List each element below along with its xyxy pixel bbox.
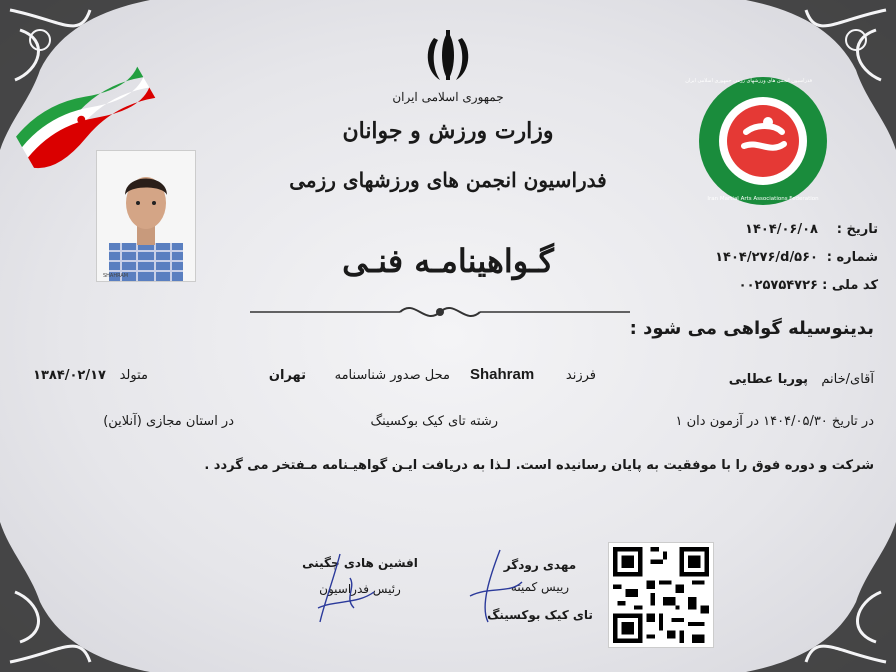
province-text: در استان مجازی (آنلاین) xyxy=(103,414,234,429)
issue-place-value: تهران xyxy=(268,368,306,383)
photo-caption: SHAHRAM xyxy=(103,273,129,279)
corner-ornament-bottom-left xyxy=(0,522,150,672)
number-value: ۱۴۰۴/۲۷۶/d/۵۶۰ xyxy=(715,250,818,265)
date-label: تاریخ : xyxy=(836,222,878,237)
certify-intro: بدینوسیله گواهی می شود : xyxy=(629,318,874,339)
birth-label: متولد xyxy=(119,368,148,383)
federation-heading: فدراسیون انجمن های ورزشهای رزمی xyxy=(289,168,607,192)
date-value: ۱۴۰۴/۰۶/۰۸ xyxy=(745,222,818,237)
student-photo xyxy=(96,150,196,282)
republic-heading: جمهوری اسلامی ایران xyxy=(392,90,504,104)
issue-place-label: محل صدور شناسنامه xyxy=(334,368,450,383)
certificate-title: گـواهینامـه فنـی xyxy=(342,242,554,280)
birth-value: ۱۳۸۴/۰۲/۱۷ xyxy=(33,368,106,383)
signature-2-scribble xyxy=(310,548,380,628)
logo-ring-text-bottom: Iran Martial Arts Associations Federation xyxy=(707,196,819,202)
national-code-value: ۰۰۲۵۷۵۴۷۲۶ xyxy=(738,278,818,293)
exam-text: در تاریخ ۱۴۰۴/۰۵/۳۰ در آزمون دان ۱ xyxy=(675,414,874,429)
ministry-heading: وزارت ورزش و جوانان xyxy=(342,118,554,144)
signature-2-title: رئیس فدراسیون xyxy=(319,582,401,596)
federation-logo xyxy=(685,74,830,208)
number-label: شماره : xyxy=(826,250,878,265)
field-text: رشته تای کیک بوکسینگ xyxy=(370,414,498,429)
signature-1-name: مهدی رودگر xyxy=(503,558,577,572)
divider-ornament xyxy=(250,298,630,326)
father-label: فرزند xyxy=(565,368,596,383)
signature-1-scribble xyxy=(460,546,530,626)
qr-code[interactable] xyxy=(608,542,714,648)
iran-emblem-icon xyxy=(420,28,476,84)
national-code-label: کد ملی : xyxy=(822,278,878,293)
corner-ornament-bottom-right xyxy=(746,522,896,672)
name-label: آقای/خانم xyxy=(821,372,874,387)
logo-ring-text-top: فدراسیون انجمن های ورزشهای رزمی جمهوری اسلامی ایران xyxy=(685,78,812,84)
closing-text: شرکت و دوره فوق را با موفقیت به پایان رسانیده است. لـذا به دریافت ایـن گواهیـنامه مـفتخر می گردد . xyxy=(204,458,874,473)
signature-1-title: رییس کمیته xyxy=(510,580,570,594)
signature-2-name: افشین هادی چگینی xyxy=(302,556,418,570)
signature-1-title-2: تای کیک بوکسینگ xyxy=(487,608,593,622)
name-value: پوریا عطایی xyxy=(728,372,808,387)
father-value: Shahram xyxy=(470,366,535,383)
